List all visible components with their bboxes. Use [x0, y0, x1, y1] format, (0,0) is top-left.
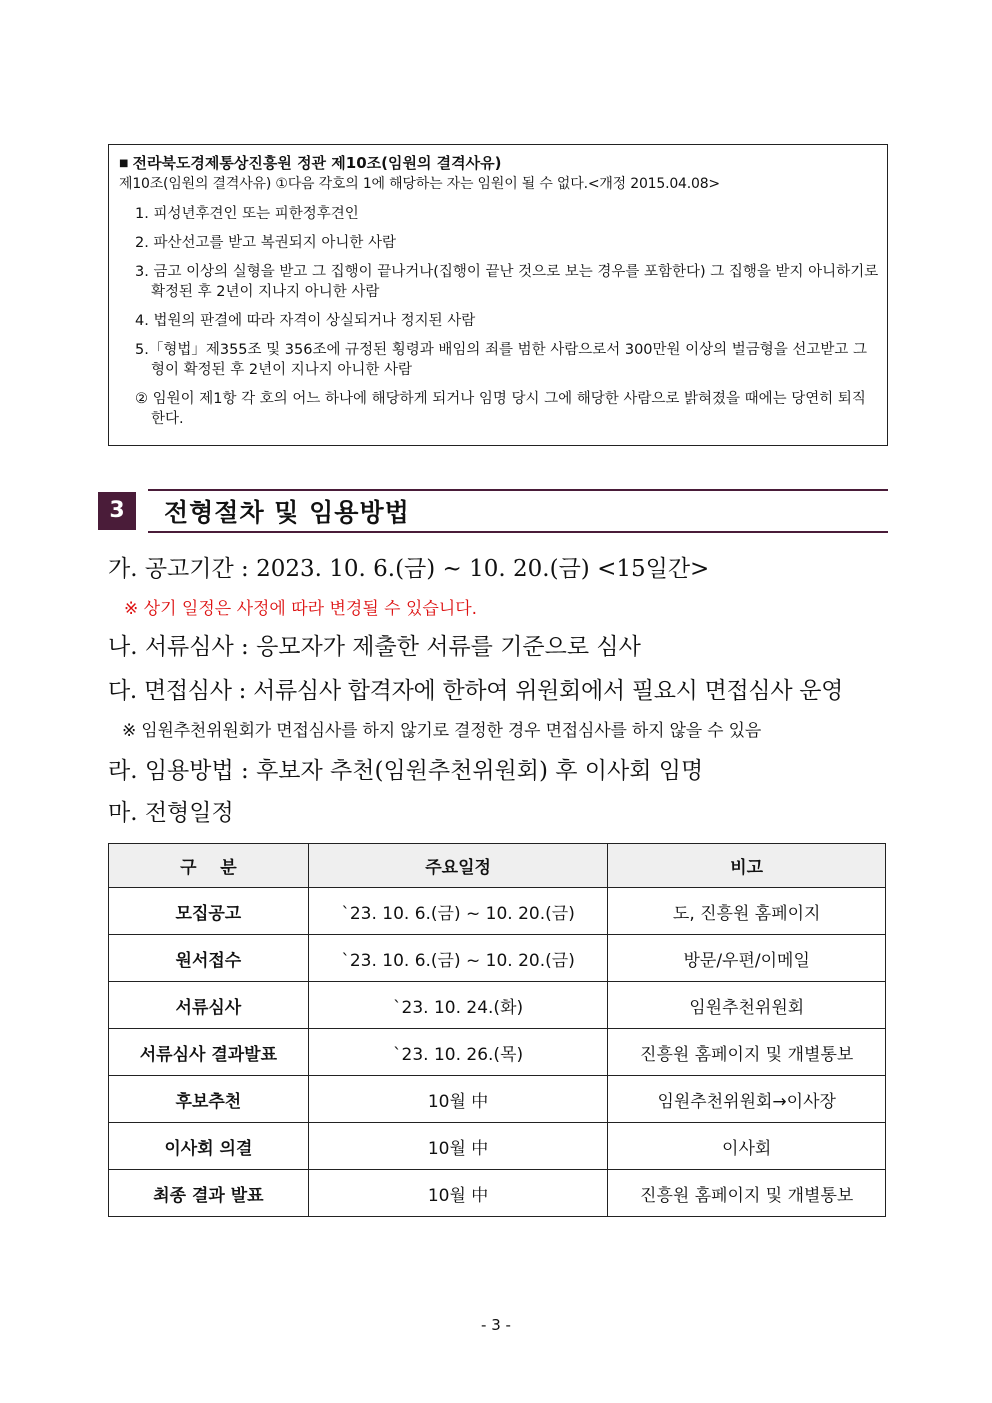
- row-date: 10월 中: [308, 1123, 608, 1170]
- row-category: 원서접수: [109, 935, 309, 982]
- table-row: [109, 1029, 886, 1076]
- box-item-5: 5.「형법」제355조 및 356조에 규정된 횡령과 배임의 죄를 범한 사람으로서 300만원 이상의 벌금형을 선고받고 그 형이 확정된 후 2년이 지나지 아니한 사람: [135, 342, 868, 378]
- box-intro: 제10조(임원의 결격사유) ①다음 각호의 1에 해당하는 자는 임원이 될 수 없다.<개정 2015.04.08>: [119, 176, 720, 192]
- line-schedule-heading: 마. 전형일정: [108, 800, 234, 826]
- table-row: [109, 1076, 886, 1123]
- header-remarks: 비고: [608, 844, 886, 888]
- schedule-table: [108, 843, 886, 1217]
- line-announcement-period: 가. 공고기간 : 2023. 10. 6.(금) ~ 10. 20.(금) <15일간>: [108, 556, 710, 582]
- row-remark: 임원추천위원회→이사장: [608, 1076, 886, 1123]
- line-appointment-method: 라. 임용방법 : 후보자 추천(임원추천위원회) 후 이사회 임명: [108, 758, 704, 784]
- table-row: [109, 982, 886, 1029]
- box-item-6: ② 임원이 제1항 각 호의 어느 하나에 해당하게 되거나 임명 당시 그에 해당한 사람으로 밝혀졌을 때에는 당연히 퇴직한다.: [135, 391, 866, 427]
- table-row: [109, 1170, 886, 1217]
- header-category: 구 분: [109, 844, 309, 888]
- row-category: 후보추천: [109, 1076, 309, 1123]
- table-row: [109, 888, 886, 935]
- row-date: `23. 10. 6.(금) ~ 10. 20.(금): [308, 935, 608, 982]
- row-category: 이사회 의결: [109, 1123, 309, 1170]
- section-rule-top: [148, 489, 888, 491]
- table-row: [109, 1123, 886, 1170]
- page-number: - 3 -: [481, 1316, 511, 1334]
- box-item-1: 1. 피성년후견인 또는 피한정후견인: [135, 206, 359, 222]
- row-date: 10월 中: [308, 1170, 608, 1217]
- interview-note: ※ 임원추천위원회가 면접심사를 하지 않기로 결정한 경우 면접심사를 하지 않을 수 있음: [122, 721, 762, 741]
- articles-box: [108, 144, 888, 446]
- section-number: 3: [98, 492, 136, 530]
- row-remark: 도, 진흥원 홈페이지: [608, 888, 886, 935]
- row-category: 모집공고: [109, 888, 309, 935]
- row-remark: 방문/우편/이메일: [608, 935, 886, 982]
- box-title: [119, 153, 879, 174]
- schedule-change-note: ※ 상기 일정은 사정에 따라 변경될 수 있습니다.: [124, 599, 478, 619]
- row-remark: 진흥원 홈페이지 및 개별통보: [608, 1029, 886, 1076]
- section-rule-bottom: [148, 531, 888, 533]
- square-bullet-icon: ■: [119, 158, 129, 169]
- header-schedule: 주요일정: [308, 844, 608, 888]
- box-item-2: 2. 파산선고를 받고 복권되지 아니한 사람: [135, 235, 396, 251]
- table-row: [109, 935, 886, 982]
- line-document-review: 나. 서류심사 : 응모자가 제출한 서류를 기준으로 심사: [108, 634, 641, 660]
- row-date: `23. 10. 24.(화): [308, 982, 608, 1029]
- section-title: 전형절차 및 임용방법: [164, 498, 410, 527]
- row-remark: 이사회: [608, 1123, 886, 1170]
- row-category: 최종 결과 발표: [109, 1170, 309, 1217]
- box-item-4: 4. 법원의 판결에 따라 자격이 상실되거나 정지된 사람: [135, 313, 476, 329]
- row-remark: 임원추천위원회: [608, 982, 886, 1029]
- row-category: 서류심사: [109, 982, 309, 1029]
- box-item-3: 3. 금고 이상의 실형을 받고 그 집행이 끝나거나(집행이 끝난 것으로 보는 경우를 포함한다) 그 집행을 받지 아니하기로 확정된 후 2년이 지나지 아니한 사람: [135, 264, 879, 300]
- section-header: [98, 489, 888, 533]
- row-date: `23. 10. 6.(금) ~ 10. 20.(금): [308, 888, 608, 935]
- line-interview: 다. 면접심사 : 서류심사 합격자에 한하여 위원회에서 필요시 면접심사 운영: [108, 678, 844, 704]
- box-title-text: 전라북도경제통상진흥원 정관 제10조(임원의 결격사유): [132, 154, 502, 172]
- row-category: 서류심사 결과발표: [109, 1029, 309, 1076]
- row-date: 10월 中: [308, 1076, 608, 1123]
- table-header-row: [109, 844, 886, 888]
- row-date: `23. 10. 26.(목): [308, 1029, 608, 1076]
- row-remark: 진흥원 홈페이지 및 개별통보: [608, 1170, 886, 1217]
